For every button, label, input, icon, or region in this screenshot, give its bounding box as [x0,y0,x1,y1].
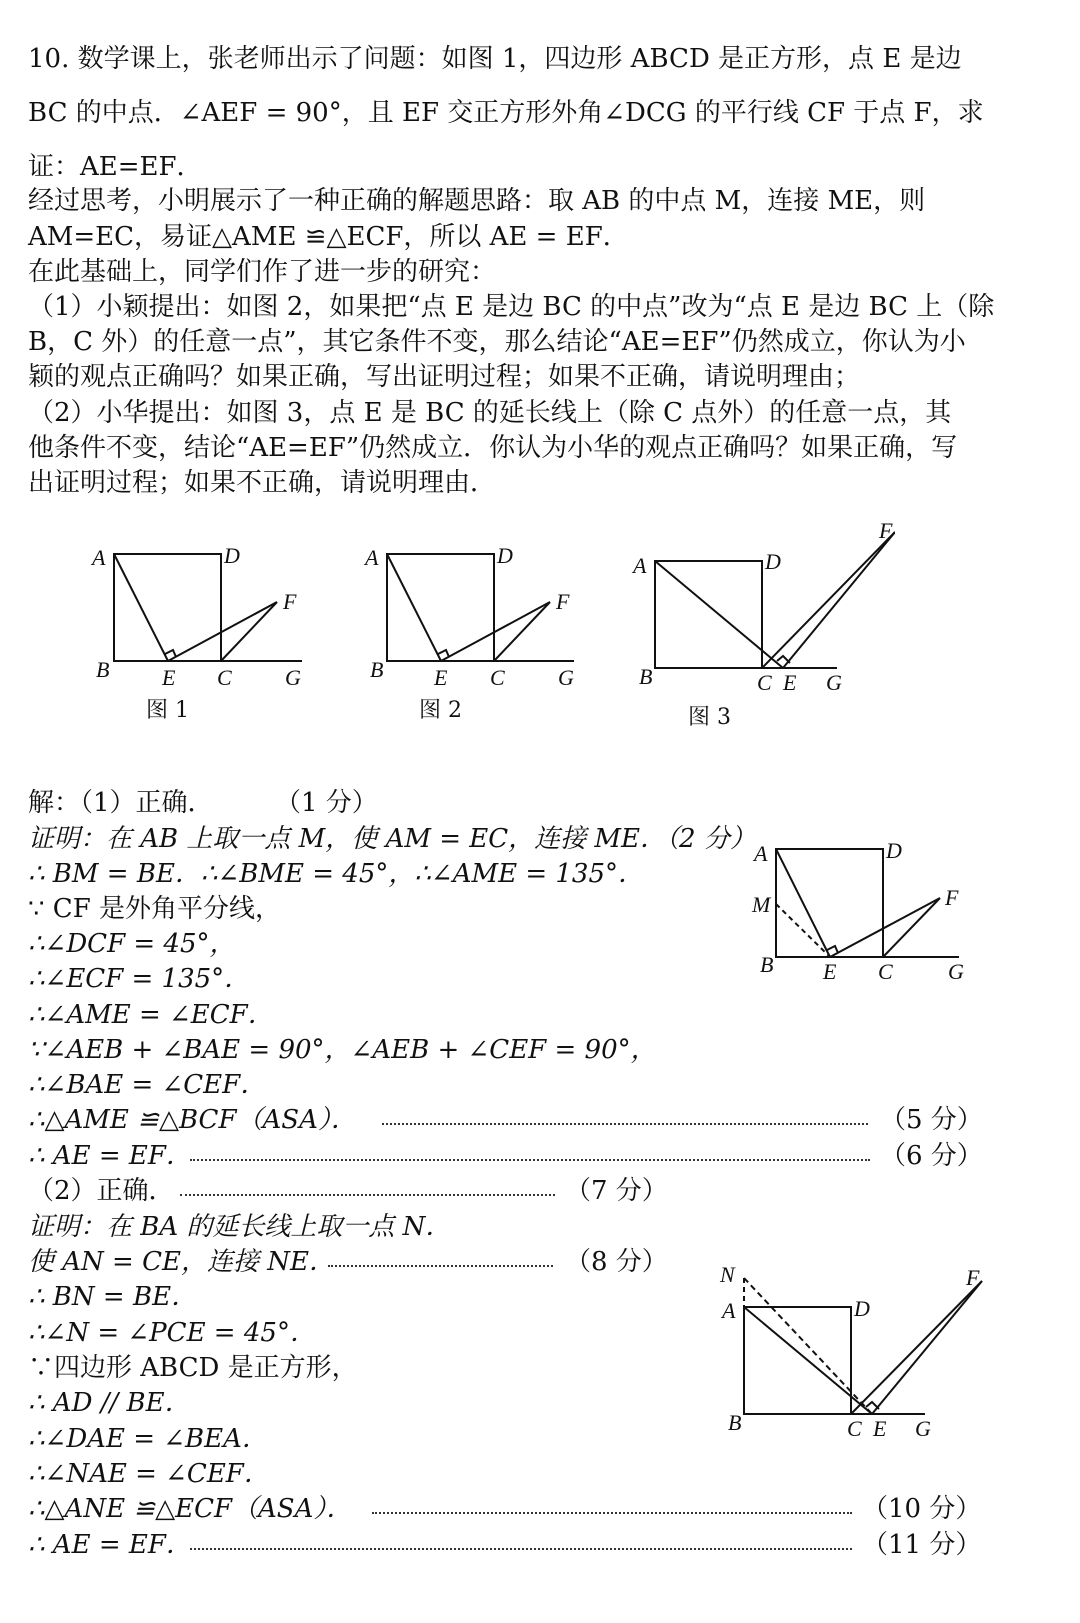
problem-line-8: B，C 外）的任意一点”，其它条件不变，那么结论“AE=EF”仍然成立，你认为小 [28,327,966,357]
label-m: M [752,892,771,917]
problem-line-9: 颖的观点正确吗？如果正确，写出证明过程；如果不正确，请说明理由； [28,362,861,392]
leader-dots [180,1194,555,1196]
label-d: D [765,549,781,574]
label-e: E [823,959,837,984]
problem-line-2: BC 的中点．∠AEF = 90°，且 EF 交正方形外角∠DCG 的平行线 CF 于点 F，求 [28,98,984,128]
label-c: C [847,1416,862,1441]
score: （6 分） [880,1141,983,1171]
solution-line: ∵∠AEB + ∠BAE = 90°，∠AEB + ∠CEF = 90°， [28,1035,657,1065]
solution-line: （2）正确． [28,1176,175,1206]
label-f: F [966,1265,980,1290]
solution-figure-1 [744,834,974,994]
label-g: G [558,665,574,690]
label-d: D [854,1296,870,1321]
label-b: B [639,664,653,689]
score: （10 分） [862,1494,982,1524]
solution-line: ∴∠DAE = ∠BEA． [28,1424,268,1454]
label-d: D [224,543,240,568]
solution-figure-2 [710,1258,990,1448]
label-c: C [217,665,232,690]
problem-line-7: （1）小颖提出：如图 2，如果把“点 E 是边 BC 的中点”改为“点 E 是边 BC 上（除 [28,292,995,322]
label-a: A [754,841,768,866]
score: （11 分） [862,1530,982,1560]
problem-line-3: 证：AE=EF． [28,152,203,182]
solution-line: 解：（1）正确． [28,788,214,818]
label-g: G [948,959,964,984]
solution-line: ∴∠DCF = 45°， [28,929,236,959]
label-c: C [490,665,505,690]
label-a: A [722,1298,736,1323]
solution-line: 使 AN = CE，连接 NE． [28,1247,335,1277]
solution-line: ∴△AME ≌△BCF（ASA）． [28,1105,357,1135]
problem-line-4: 经过思考，小明展示了一种正确的解题思路：取 AB 的中点 M，连接 ME，则 [28,186,926,216]
label-c: C [878,959,893,984]
score: （1 分） [275,788,378,818]
label-e: E [162,665,176,690]
label-f: F [879,518,893,543]
problem-line-1: 10. 数学课上，张老师出示了问题：如图 1，四边形 ABCD 是正方形，点 E 是边 [28,44,962,74]
label-f: F [556,589,570,614]
solution-line: ∴ BM = BE．∴∠BME = 45°，∴∠AME = 135°． [28,859,645,889]
label-b: B [370,657,384,682]
label-g: G [826,670,842,695]
figure-3 [625,515,895,705]
label-a: A [633,553,647,578]
label-e: E [783,670,797,695]
solution-line: 证明：在 AB 上取一点 M，使 AM = EC，连接 ME．（2 分） [28,824,756,854]
label-b: B [96,657,110,682]
solution-line: ∴ AD // BE． [28,1388,191,1418]
leader-dots [190,1548,852,1550]
problem-line-6: 在此基础上，同学们作了进一步的研究： [28,257,497,287]
solution-line: ∴ AE = EF． [28,1141,192,1171]
solution-line: ∴∠ECF = 135°． [28,964,251,994]
problem-line-5: AM=EC，易证△AME ≌△ECF，所以 AE = EF． [28,222,629,252]
solution-line: ∴∠BAE = ∠CEF． [28,1070,267,1100]
score: （5 分） [880,1105,983,1135]
problem-line-12: 出证明过程；如果不正确，请说明理由． [28,468,497,498]
leader-dots [382,1123,868,1125]
label-g: G [915,1416,931,1441]
figure-3-caption: 图 3 [688,705,731,730]
label-b: B [728,1410,742,1435]
solution-line: ∴∠AME = ∠ECF． [28,1000,274,1030]
figure-2 [354,535,594,695]
solution-line: ∴∠NAE = ∠CEF． [28,1459,270,1489]
label-e: E [434,665,448,690]
label-a: A [92,545,106,570]
leader-dots [190,1159,870,1161]
label-f: F [945,885,959,910]
leader-dots [372,1512,852,1514]
label-g: G [285,665,301,690]
leader-dots [328,1265,553,1267]
problem-line-11: 他条件不变，结论“AE=EF”仍然成立．你认为小华的观点正确吗？如果正确，写 [28,433,958,463]
label-b: B [760,952,774,977]
figure-1 [80,535,320,695]
figure-2-caption: 图 2 [419,698,462,723]
label-e: E [873,1416,887,1441]
label-n: N [720,1262,735,1287]
problem-line-10: （2）小华提出：如图 3，点 E 是 BC 的延长线上（除 C 点外）的任意一点，其 [28,398,952,428]
figure-1-caption: 图 1 [146,698,189,723]
label-d: D [497,543,513,568]
label-d: D [886,838,902,863]
solution-line: ∴ BN = BE． [28,1282,198,1312]
solution-line: 证明：在 BA 的延长线上取一点 N． [28,1212,452,1242]
solution-line: ∴ AE = EF． [28,1530,192,1560]
solution-line: ∵ CF 是外角平分线， [28,894,282,924]
label-a: A [365,545,379,570]
solution-line: ∵四边形 ABCD 是正方形， [28,1353,358,1383]
label-f: F [283,589,297,614]
label-c: C [757,670,772,695]
solution-line: ∴∠N = ∠PCE = 45°． [28,1318,316,1348]
solution-line: ∴△ANE ≌△ECF（ASA）． [28,1494,353,1524]
score: （8 分） [565,1247,668,1277]
score: （7 分） [565,1176,668,1206]
